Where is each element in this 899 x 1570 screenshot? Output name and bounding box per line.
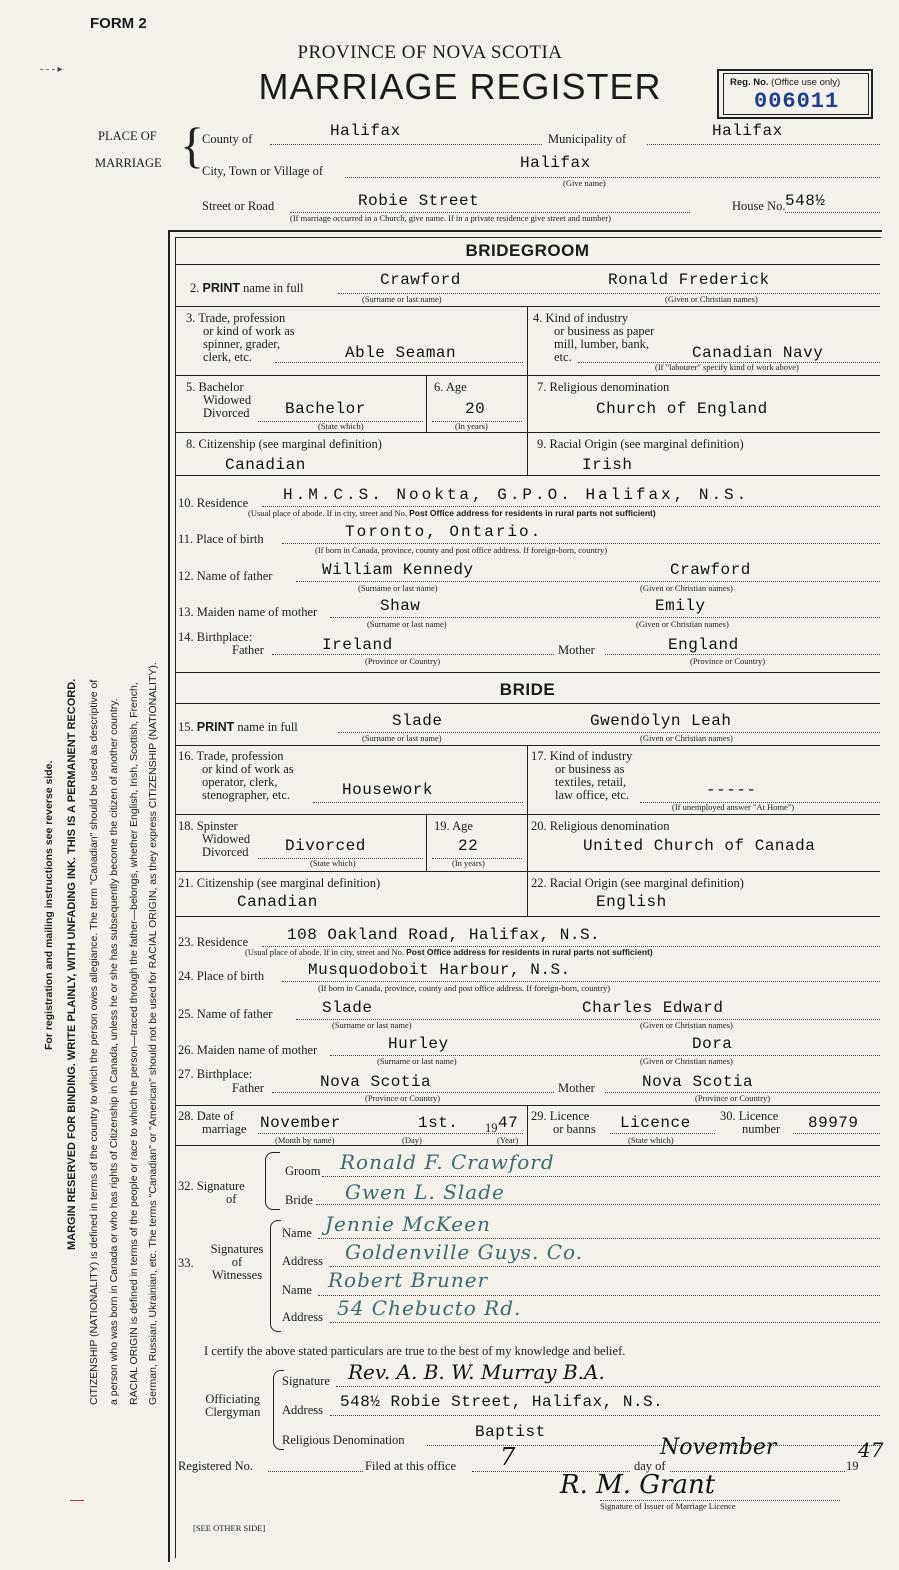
f16-line2: or kind of work as (202, 762, 294, 776)
bride-father-given: Charles Edward (582, 999, 724, 1017)
groom-industry: Canadian Navy (692, 344, 824, 362)
rule (175, 1145, 880, 1146)
licence-number: 89979 (808, 1114, 859, 1132)
f24-caption: (If born in Canada, province, county and post office address. If foreign-born, country) (318, 983, 611, 993)
f6-number: 6. (434, 380, 444, 394)
f15-number: 15. (178, 720, 194, 734)
f18-line1: Spinster (196, 819, 238, 833)
f29-line2: or banns (553, 1122, 596, 1136)
f25-label: Name of father (196, 1007, 273, 1021)
f7-number: 7. (537, 380, 547, 394)
marriage-month: November (260, 1114, 341, 1132)
margin-line-2: MARGIN RESERVED FOR BINDING. WRITE PLAINLY, WITH UNFADING INK. THIS IS A PERMANENT RECORD. (66, 678, 78, 1250)
groom-status: Bachelor (285, 400, 366, 418)
bride-mother-given: Dora (692, 1035, 733, 1053)
groom-father-last: Crawford (670, 561, 751, 579)
rule (527, 745, 528, 916)
f32-line1: Signature (196, 1179, 245, 1193)
issuer-signature: R. M. Grant (560, 1470, 716, 1500)
bride-trade: Housework (342, 781, 433, 799)
rule (175, 264, 880, 265)
f4-line3: mill, lumber, bank, (554, 337, 649, 351)
f12-caption-1: (Surname or last name) (358, 583, 438, 593)
f30-label (720, 1110, 780, 1136)
f13-caption-2: (Given or Christian names) (636, 619, 729, 629)
w1-address-label: Address (282, 1254, 323, 1268)
bride-mother-surname: Hurley (388, 1035, 449, 1053)
groom-mother-birthplace: England (668, 636, 739, 654)
w2-address-label: Address (282, 1310, 323, 1324)
groom-given-caption: (Given or Christian names) (665, 294, 758, 304)
f32-number: 32. (178, 1179, 194, 1193)
f5-label (186, 381, 251, 420)
street-line (290, 196, 690, 213)
f2-label: name in full (243, 281, 304, 295)
county-line (270, 128, 542, 145)
registered-no-line (268, 1455, 363, 1472)
f8-label: Citizenship (see marginal definition) (198, 437, 382, 451)
f10-caption-bold: Post Office address for residents in rural parts not sufficient) (409, 508, 656, 518)
f12-label: Name of father (196, 569, 273, 583)
f21-number: 21. (178, 876, 194, 890)
month-caption: (Month by name) (275, 1135, 335, 1145)
groom-age-caption: (In years) (455, 421, 488, 431)
filed-month: November (660, 1435, 777, 1460)
bride-residence: 108 Oakland Road, Halifax, N.S. (287, 926, 601, 944)
bride-birthplace: Musquodoboit Harbour, N.S. (308, 961, 571, 979)
clergy-label (205, 1393, 260, 1419)
groom-section-title: BRIDEGROOM (465, 241, 590, 260)
f12-caption-2: (Given or Christian names) (640, 583, 733, 593)
f3-line3: spinner, grader, (203, 337, 281, 351)
f7-label: Religious denomination (549, 380, 670, 394)
f26-number: 26. (178, 1043, 194, 1057)
bride-age-caption: (In years) (452, 858, 485, 868)
witness-brace (270, 1220, 281, 1332)
f4-number: 4. (533, 311, 543, 325)
f17-line3: textiles, retail, (555, 775, 627, 789)
f18-number: 18. (178, 819, 194, 833)
witness1-name: Jennie McKeen (325, 1212, 491, 1236)
margin-line-3: CITIZENSHIP (NATIONALITY) is defined in terms of the country to which the person owes allegiance. The term "Canadian" should be used as descriptive of (88, 679, 100, 1405)
f11-label: Place of birth (196, 532, 264, 546)
f33-number: 33. (178, 1256, 194, 1270)
f5-line3: Divorced (203, 406, 250, 420)
f17-line4: law office, etc. (555, 788, 630, 802)
bride-religion: United Church of Canada (583, 837, 816, 855)
bride-section-title: BRIDE (499, 680, 556, 699)
clergy-address-label: Address (282, 1403, 323, 1417)
f26-label: Maiden name of mother (196, 1043, 318, 1057)
witness2-name: Robert Bruner (328, 1268, 489, 1292)
f33-label (178, 1242, 264, 1282)
f17-line2: or business as (555, 762, 625, 776)
registered-no-label: Registered No. (178, 1459, 253, 1473)
signature-brace (265, 1152, 280, 1210)
city-caption: (Give name) (563, 178, 606, 188)
place-brace: { (180, 117, 204, 173)
f15-label: name in full (237, 720, 298, 734)
witness2-address: 54 Chebucto Rd. (337, 1296, 522, 1320)
municipality-value: Halifax (712, 122, 783, 140)
f16-line3: operator, clerk, (202, 775, 278, 789)
groom-surname-caption: (Surname or last name) (362, 294, 442, 304)
bride-industry: ----- (706, 781, 757, 799)
clergy-line2: Clergyman (205, 1405, 261, 1419)
f27-mother-label: Mother (558, 1081, 595, 1095)
f5-line1: Bachelor (198, 380, 244, 394)
f22-number: 22. (531, 876, 547, 890)
bride-mother-birthplace: Nova Scotia (642, 1073, 754, 1091)
f2-print: PRINT (202, 281, 240, 295)
bride-father-birthplace: Nova Scotia (320, 1073, 432, 1091)
groom-surname: Crawford (380, 271, 461, 289)
f5-number: 5. (186, 380, 196, 394)
bride-status-caption: (State which) (310, 858, 356, 868)
f9-label: Racial Origin (see marginal definition) (549, 437, 744, 451)
f18-label (178, 820, 250, 859)
street-value: Robie Street (358, 192, 480, 210)
f10-caption: (Usual place of abode. If in city, street and No. (248, 508, 408, 518)
f25-caption-1: (Surname or last name) (332, 1020, 412, 1030)
groom-age: 20 (465, 400, 486, 418)
clergy-denomination-label: Religious Denomination (282, 1433, 405, 1447)
f14-mother-label: Mother (558, 643, 595, 657)
w1-name-label: Name (282, 1226, 312, 1240)
reg-number-label: Reg. No. (730, 77, 769, 88)
f4-caption: (If "labourer" specify kind of work above) (655, 362, 799, 372)
f18-line3: Divorced (202, 845, 249, 859)
margin-line-6: German, Russian, Ukrainian, etc. The terms "Canadian" or "American" should not be used for RACIAL ORIGIN, as they express CITIZENSHIP (NATIONALITY). (147, 662, 159, 1405)
f12-number: 12. (178, 569, 194, 583)
w2-name-label: Name (282, 1283, 312, 1297)
groom-father-bp-line (272, 640, 554, 655)
groom-signature: Ronald F. Crawford (340, 1150, 555, 1174)
f28-line2: marriage (202, 1122, 247, 1136)
f17-label (531, 750, 632, 802)
margin-mark-bottom (70, 1500, 84, 1501)
province-heading: PROVINCE OF NOVA SCOTIA (297, 42, 563, 63)
f24-number: 24. (178, 969, 194, 983)
rule (527, 1105, 528, 1145)
f4-line2: or business as paper (554, 324, 655, 338)
f14-number: 14. (178, 630, 194, 644)
city-line (345, 161, 880, 178)
f3-line1: Trade, profession (198, 311, 286, 325)
f28-number: 28. (178, 1109, 194, 1123)
bride-status: Divorced (285, 837, 366, 855)
f10-label: Residence (196, 496, 249, 510)
rule (527, 306, 528, 475)
rule (175, 871, 880, 872)
f27-caption-2: (Province or Country) (695, 1093, 771, 1103)
f32-line2: of (226, 1192, 237, 1206)
f11-caption: (If born in Canada, province, county and post office address. If foreign-born, country) (315, 545, 608, 555)
bride-surname-caption: (Surname or last name) (362, 733, 442, 743)
f23-number: 23. (178, 935, 194, 949)
year-caption: (Year) (497, 1135, 519, 1145)
rule (175, 703, 880, 704)
rule (426, 375, 427, 432)
f19-number: 19. (434, 819, 450, 833)
f29-line1: Licence (549, 1109, 590, 1123)
groom-religion: Church of England (596, 400, 768, 418)
f28-line1: Date of (196, 1109, 234, 1123)
f9-number: 9. (537, 437, 547, 451)
form-title: MARRIAGE REGISTER (258, 66, 662, 107)
reg-number-box (717, 69, 873, 119)
f27-father-label: Father (232, 1081, 264, 1095)
f4-line4: etc. (554, 350, 572, 364)
f17-number: 17. (531, 749, 547, 763)
bride-citizenship: Canadian (237, 893, 318, 911)
f24-label: Place of birth (196, 969, 265, 983)
f27-label: Birthplace: (196, 1067, 253, 1081)
f25-number: 25. (178, 1007, 194, 1021)
f27-caption-1: (Province or Country) (365, 1093, 441, 1103)
groom-citizenship: Canadian (225, 456, 306, 474)
f6-label: Age (445, 380, 467, 394)
groom-trade: Able Seaman (345, 344, 457, 362)
f3-number: 3. (186, 311, 196, 325)
f33-text (203, 1243, 271, 1282)
f29-label (531, 1110, 596, 1136)
f23-caption-bold: Post Office address for residents in rural parts not sufficient) (406, 947, 653, 957)
f13-label: Maiden name of mother (196, 605, 318, 619)
county-label: County of (202, 132, 253, 146)
f19-label: Age (452, 819, 473, 833)
margin-mark: - - - ▸ (40, 64, 63, 75)
clergy-denomination: Baptist (475, 1423, 546, 1441)
reg-number: 006011 (754, 89, 840, 114)
clergy-address: 548½ Robie Street, Halifax, N.S. (340, 1393, 664, 1411)
f29-caption: (State which) (628, 1135, 674, 1145)
municipality-label: Municipality of (548, 132, 627, 146)
f29-number: 29. (531, 1109, 547, 1123)
marriage-day: 1st. (418, 1114, 459, 1132)
f32-label (178, 1180, 245, 1206)
f15-print: PRINT (196, 720, 235, 734)
see-other-side: [SEE OTHER SIDE] (193, 1523, 266, 1533)
f11-number: 11. (178, 532, 194, 546)
groom-racial-origin: Irish (582, 456, 633, 474)
f17-line1: Kind of industry (549, 749, 633, 763)
rule (175, 432, 880, 433)
f17-caption: (If unemployed answer "At Home") (672, 802, 795, 812)
f20-label: Religious denomination (549, 819, 670, 833)
city-label: City, Town or Village of (202, 164, 324, 178)
f3-line2: or kind of work as (203, 324, 295, 338)
f33-line3: Witnesses (211, 1268, 263, 1282)
f14-father-label: Father (232, 643, 264, 657)
f30-line1: Licence (738, 1109, 779, 1123)
bride-sig-label: Bride (285, 1193, 313, 1207)
witness1-address: Goldenville Guys. Co. (345, 1240, 584, 1264)
margin-line-4: a person who was born in Canada or who has rights of Citizenship in Canada, unless he or she has subsequently become the citizen of another country. (108, 698, 120, 1405)
issuer-caption: Signature of Issuer of Marriage Licence (600, 1501, 736, 1511)
f23-label: Residence (196, 935, 249, 949)
f22-label: Racial Origin (see marginal definition) (549, 876, 744, 890)
rule (426, 814, 427, 871)
licence-or-banns: Licence (620, 1114, 691, 1132)
f14-caption-2: (Province or Country) (690, 656, 766, 666)
f33-line1: Signatures (210, 1242, 264, 1256)
house-value: 548½ (785, 192, 826, 210)
f16-number: 16. (178, 749, 194, 763)
place-label-1: PLACE OF (98, 129, 157, 143)
bride-surname: Slade (392, 712, 443, 730)
bride-father-surname: Slade (322, 999, 373, 1017)
bride-age: 22 (458, 837, 479, 855)
f16-label (178, 750, 294, 802)
groom-residence: H.M.C.S. Nookta, G.P.O. Halifax, N.S. (283, 486, 750, 504)
f26-caption-2: (Given or Christian names) (640, 1056, 733, 1066)
margin-line-5: RACIAL ORIGIN is defined in terms of the people or race to which the person—traced through the father—belongs, whether English, Irish, Scottish, French, (128, 682, 140, 1405)
street-label: Street or Road (202, 199, 275, 213)
county-value: Halifax (330, 122, 401, 140)
place-label-2: MARRIAGE (95, 156, 162, 170)
rule (175, 672, 880, 673)
groom-father-birthplace: Ireland (322, 636, 393, 654)
rule (175, 814, 880, 815)
bride-given-caption: (Given or Christian names) (640, 733, 733, 743)
f33-line2: of (231, 1255, 243, 1269)
f30-line2: number (742, 1122, 781, 1136)
filed-year-prefix: 19 (846, 1459, 859, 1473)
certify-statement: I certify the above stated particulars are true to the best of my knowledge and belief. (204, 1344, 626, 1358)
filed-label: Filed at this office (365, 1459, 457, 1473)
groom-mother-bp-line (605, 640, 880, 655)
f30-number: 30. (720, 1109, 736, 1123)
bride-industry-line (640, 788, 880, 803)
f23-caption: (Usual place of abode. If in city, street and No. (245, 947, 405, 957)
f14-caption-1: (Province or Country) (365, 656, 441, 666)
f3-line4: clerk, etc. (203, 350, 252, 364)
f16-line4: stenographer, etc. (202, 788, 291, 802)
groom-mother-surname: Shaw (380, 597, 421, 615)
f5-line2: Widowed (203, 393, 252, 407)
groom-birthplace: Toronto, Ontario. (345, 523, 543, 541)
bride-signature: Gwen L. Slade (345, 1180, 505, 1204)
marriage-year: 47 (498, 1114, 519, 1132)
clergy-signature: Rev. A. B. W. Murray B.A. (348, 1360, 605, 1384)
bride-racial-origin: English (596, 893, 667, 911)
groom-given: Ronald Frederick (608, 271, 770, 289)
day-of-label: day of (634, 1459, 666, 1473)
groom-sig-label: Groom (285, 1164, 321, 1178)
f20-number: 20. (531, 819, 547, 833)
church-note: (If marriage occurred in a Church, give name. If in a private residence give street and number) (290, 213, 611, 223)
f4-line1: Kind of industry (545, 311, 629, 325)
groom-mother-given: Emily (655, 597, 706, 615)
city-value: Halifax (520, 154, 591, 172)
f14-label: Birthplace: (196, 630, 253, 644)
f25-caption-2: (Given or Christian names) (640, 1020, 733, 1030)
house-label: House No. (732, 199, 786, 213)
filed-day: 7 (500, 1443, 516, 1471)
f28-label (178, 1110, 246, 1136)
clergy-sig-label: Signature (282, 1374, 330, 1388)
reg-number-note: (Office use only) (771, 77, 841, 88)
f2-number: 2. (190, 281, 200, 295)
bride-given: Gwendolyn Leah (590, 712, 732, 730)
margin-line-1: For registration and mailing instructions see reverse side. (43, 760, 55, 1050)
form-number: FORM 2 (90, 15, 147, 32)
filed-year: 47 (858, 1438, 884, 1462)
groom-status-caption: (State which) (318, 421, 364, 431)
clergy-line1: Officiating (205, 1392, 260, 1406)
f27-number: 27. (178, 1067, 194, 1081)
rule (175, 375, 880, 376)
f16-line1: Trade, profession (196, 749, 284, 763)
f13-number: 13. (178, 605, 194, 619)
day-caption: (Day) (402, 1135, 422, 1145)
f10-number: 10. (178, 496, 194, 510)
f18-line2: Widowed (202, 832, 251, 846)
f21-label: Citizenship (see marginal definition) (196, 876, 381, 890)
marriage-year-prefix: 19 (485, 1121, 498, 1135)
f26-caption-1: (Surname or last name) (377, 1056, 457, 1066)
rule (175, 916, 880, 917)
f8-number: 8. (186, 437, 196, 451)
groom-father-first: William Kennedy (322, 561, 474, 579)
rule (175, 475, 880, 476)
f13-caption-1: (Surname or last name) (367, 619, 447, 629)
